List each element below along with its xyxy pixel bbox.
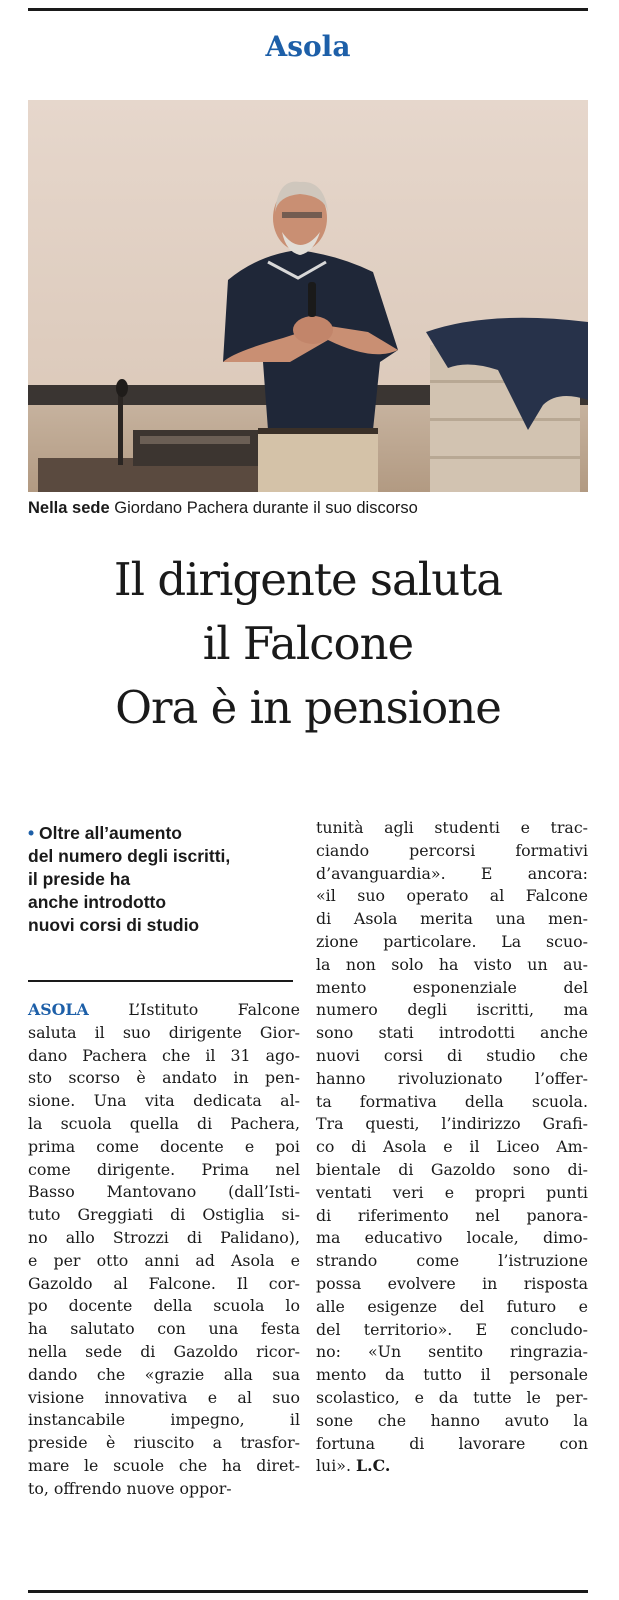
body-line: co di Asola e il Liceo Am- — [316, 1137, 588, 1157]
body-line: ma educativo locale, dimo- — [316, 1228, 588, 1248]
body-line: mare le scuole che ha diret- — [28, 1455, 300, 1475]
body-line: dano Pachera che il 31 ago- — [28, 1045, 300, 1065]
body-line: ventati veri e propri punti — [316, 1182, 588, 1202]
body-line: preside è riuscito a trasfor- — [28, 1433, 300, 1453]
body-line: ciando percorsi formativi — [316, 840, 588, 860]
body-line: fortuna di lavorare con — [316, 1433, 588, 1453]
body-line: possa evolvere in risposta — [316, 1273, 588, 1293]
caption-text: Giordano Pachera durante il suo discorso — [114, 499, 418, 517]
bullet-icon: • — [28, 823, 35, 843]
article-photo — [28, 100, 588, 492]
body-column-1 — [28, 999, 300, 1501]
body-line: ha salutato con una festa — [28, 1319, 300, 1339]
body-line: Tra questi, l’indirizzo Grafi- — [316, 1114, 588, 1134]
body-line: lui». L.C. — [316, 1456, 391, 1476]
body-line: sone che hanno avuto la — [316, 1410, 588, 1430]
body-line: zione particolare. La scuo- — [316, 931, 588, 951]
summary-line: • Oltre all’aumento — [28, 823, 182, 843]
author-initials: L.C. — [356, 1456, 391, 1476]
body-line: scolastico, e da tutte le per- — [316, 1387, 588, 1407]
body-line: mento da tutto il personale — [316, 1365, 588, 1385]
top-rule — [28, 8, 588, 11]
body-line: po docente della scuola lo — [28, 1296, 300, 1316]
body-line: sono stati introdotti anche — [316, 1023, 588, 1043]
body-line: ASOLA L’Istituto Falcone — [28, 1000, 300, 1019]
body-column-2 — [316, 817, 588, 1478]
body-line: e per otto anni ad Asola e — [28, 1250, 300, 1270]
body-line: to, offrendo nuove oppor- — [28, 1478, 232, 1498]
body-line: instancabile impegno, il — [28, 1410, 300, 1430]
photo-icon — [28, 100, 588, 492]
summary-line: nuovi corsi di studio — [28, 915, 200, 935]
body-line: prima come docente e poi — [28, 1136, 300, 1156]
body-line: «il suo operato al Falcone — [316, 886, 588, 906]
body-line: hanno rivoluzionato l’offer- — [316, 1068, 588, 1088]
summary-divider — [28, 980, 293, 982]
body-line: tunità agli studenti e trac- — [316, 818, 588, 837]
headline-line-3: Ora è in pensione — [115, 681, 501, 734]
body-line: no allo Strozzi di Palidano), — [28, 1227, 300, 1247]
article-summary — [28, 822, 293, 937]
body-line: Basso Mantovano (dall’Isti- — [28, 1182, 300, 1202]
summary-line: del numero degli iscritti, — [28, 846, 231, 866]
summary-line: il preside ha — [28, 869, 131, 889]
caption-lead: Nella sede — [28, 499, 110, 517]
body-line: nuovi corsi di studio che — [316, 1045, 588, 1065]
body-line: di Asola merita una men- — [316, 909, 588, 929]
headline-line-2: il Falcone — [202, 617, 414, 670]
body-line: la scuola quella di Pachera, — [28, 1113, 300, 1133]
summary-line: anche introdotto — [28, 892, 167, 912]
bottom-rule — [28, 1590, 588, 1593]
body-line: sto scorso è andato in pen- — [28, 1068, 300, 1088]
photo-caption — [28, 499, 588, 518]
body-line: visione innovativa e al suo — [28, 1387, 300, 1407]
body-line: numero degli iscritti, ma — [316, 1000, 588, 1020]
body-line: del territorio». E concludo- — [316, 1319, 588, 1339]
body-line: sione. Una vita dedicata al- — [28, 1091, 300, 1111]
body-line: d’avanguardia». E ancora: — [316, 863, 588, 883]
dateline: ASOLA — [28, 1000, 89, 1019]
body-line: dando che «grazie alla sua — [28, 1364, 300, 1384]
body-line: come dirigente. Prima nel — [28, 1159, 300, 1179]
body-line: no: «Un sentito ringrazia- — [316, 1342, 588, 1362]
body-line: di riferimento nel panora- — [316, 1205, 588, 1225]
body-line: strando come l’istruzione — [316, 1251, 588, 1271]
body-line: mento esponenziale del — [316, 977, 588, 997]
section-title: Asola — [265, 30, 351, 63]
body-line: tuto Greggiati di Ostiglia si- — [28, 1205, 300, 1225]
body-line: la non solo ha visto un au- — [316, 954, 588, 974]
headline-line-1: Il dirigente saluta — [113, 553, 503, 606]
body-line: alle esigenze del futuro e — [316, 1296, 588, 1316]
body-line: bientale di Gazoldo sono di- — [316, 1159, 588, 1179]
headline — [28, 548, 588, 740]
body-line: Gazoldo al Falcone. Il cor- — [28, 1273, 300, 1293]
body-line: ta formativa della scuola. — [316, 1091, 588, 1111]
body-line: nella sede di Gazoldo ricor- — [28, 1341, 300, 1361]
body-line: saluta il suo dirigente Gior- — [28, 1022, 300, 1042]
